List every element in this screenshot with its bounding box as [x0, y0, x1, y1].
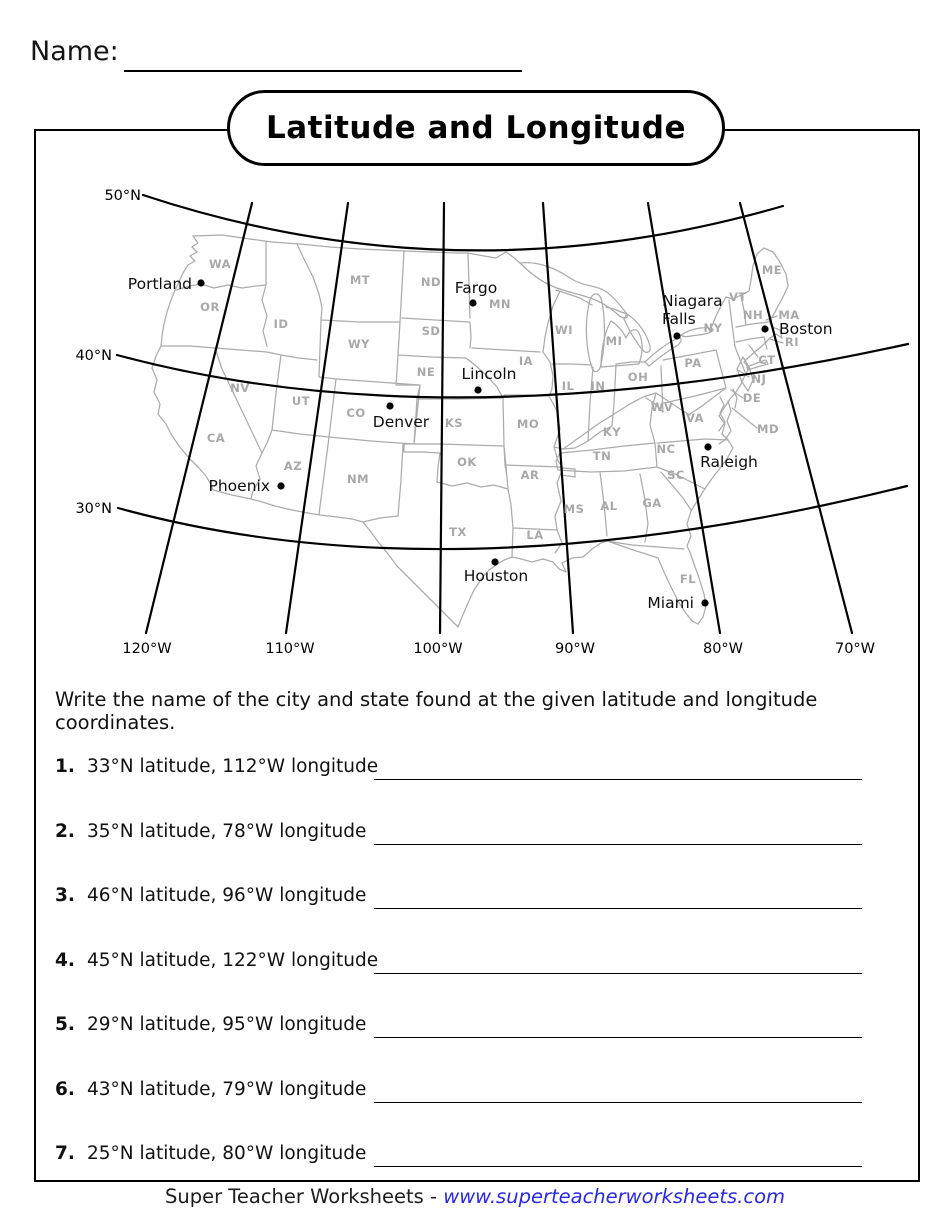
state-label-NV: NV: [230, 381, 250, 395]
state-label-TN: TN: [592, 449, 612, 463]
question-row-1: [55, 756, 885, 786]
question-text-1: 33°N latitude, 112°W longitude: [87, 756, 379, 777]
city-dot-Boston: [761, 325, 768, 332]
state-label-MI: MI: [605, 334, 623, 348]
state-label-DE: DE: [742, 391, 762, 405]
state-label-IN: IN: [590, 379, 606, 393]
name-blank-line: [124, 70, 522, 72]
question-row-3: [55, 885, 885, 915]
city-dot-Phoenix: [277, 482, 284, 489]
state-label-NJ: NJ: [751, 372, 767, 386]
latitude-line-50°N: [143, 195, 783, 250]
state-label-WI: WI: [555, 323, 573, 337]
question-row-2: [55, 821, 885, 851]
name-label: Name:: [30, 36, 119, 67]
city-label-Denver: Denver: [372, 413, 430, 431]
state-label-MD: MD: [757, 422, 779, 436]
state-label-OH: OH: [627, 370, 649, 384]
city-dot-Miami: [701, 599, 708, 606]
longitude-label-120°W: 120°W: [122, 641, 172, 657]
state-label-MN: MN: [488, 297, 512, 311]
question-row-4: [55, 950, 885, 980]
latitude-label-30°N: 30°N: [75, 501, 112, 517]
latitude-label-40°N: 40°N: [75, 348, 112, 364]
state-label-WV: WV: [650, 400, 674, 414]
city-label-Niagara Falls: Niagara Falls: [662, 292, 723, 328]
state-label-AZ: AZ: [283, 459, 303, 473]
state-label-NC: NC: [656, 442, 676, 456]
question-text-6: 43°N latitude, 79°W longitude: [87, 1078, 367, 1100]
city-label-Houston: Houston: [463, 567, 529, 585]
question-number-6: 6.: [55, 1078, 75, 1100]
lat-long-grid: [75, 188, 908, 657]
state-label-OR: OR: [200, 300, 220, 314]
question-text-2: 35°N latitude, 78°W longitude: [87, 820, 367, 842]
state-label-UT: UT: [291, 394, 311, 408]
question-row-5: [55, 1014, 885, 1044]
question-text-4: 45°N latitude, 122°W longitude: [87, 949, 379, 971]
question-text-3: 46°N latitude, 96°W longitude: [87, 885, 367, 906]
longitude-line-70°W: [740, 203, 852, 633]
state-label-TX: TX: [449, 525, 467, 539]
answer-line-1: [374, 779, 862, 780]
longitude-line-100°W: [440, 203, 444, 633]
city-markers: [128, 275, 833, 612]
question-text-7: 25°N latitude, 80°W longitude: [87, 1143, 367, 1164]
city-dot-Lincoln: [474, 386, 481, 393]
state-label-WY: WY: [347, 337, 371, 351]
state-label-VT: VT: [729, 290, 747, 304]
longitude-label-100°W: 100°W: [413, 641, 463, 657]
state-label-AR: AR: [520, 468, 540, 482]
state-label-CO: CO: [346, 406, 366, 420]
longitude-line-80°W: [648, 203, 720, 633]
city-dot-Fargo: [469, 299, 476, 306]
question-number-3: 3.: [55, 885, 75, 906]
state-label-MO: MO: [516, 417, 540, 431]
longitude-label-110°W: 110°W: [265, 641, 315, 657]
city-label-Miami: Miami: [647, 594, 694, 612]
state-label-SD: SD: [421, 324, 441, 338]
city-dot-Houston: [491, 558, 498, 565]
state-label-RI: RI: [784, 335, 800, 349]
question-number-4: 4.: [55, 949, 75, 971]
city-label-Lincoln: Lincoln: [461, 365, 517, 383]
state-label-KS: KS: [444, 416, 464, 430]
question-number-5: 5.: [55, 1014, 75, 1035]
state-label-NH: NH: [742, 308, 764, 322]
answer-line-2: [374, 844, 862, 845]
instruction-text: Write the name of the city and state found at the given latitude and longitude coordinates.: [55, 688, 818, 734]
city-label-Raleigh: Raleigh: [700, 453, 758, 471]
longitude-label-80°W: 80°W: [702, 641, 744, 657]
city-label-Boston: Boston: [779, 320, 833, 338]
state-label-IL: IL: [561, 379, 575, 393]
answer-line-7: [374, 1166, 862, 1167]
title-pill: [227, 90, 725, 166]
state-label-OK: OK: [457, 455, 477, 469]
state-label-NY: NY: [703, 321, 723, 335]
longitude-label-70°W: 70°W: [834, 641, 876, 657]
footer-brand: Super Teacher Worksheets -: [164, 1185, 444, 1208]
state-label-PA: PA: [684, 356, 702, 370]
question-row-6: [55, 1079, 885, 1109]
footer: [0, 1185, 950, 1208]
state-label-MS: MS: [563, 502, 585, 516]
city-dot-Portland: [197, 279, 204, 286]
state-label-IA: IA: [518, 354, 534, 368]
state-label-ME: ME: [761, 263, 783, 277]
page-title: Latitude and Longitude: [265, 110, 687, 146]
state-label-NM: NM: [346, 472, 370, 486]
state-label-FL: FL: [679, 572, 697, 586]
state-label-SC: SC: [667, 468, 685, 482]
state-label-MA: MA: [778, 308, 800, 322]
city-dot-Niagara Falls: [673, 332, 680, 339]
state-label-CT: CT: [758, 353, 776, 367]
state-label-KY: KY: [602, 425, 622, 439]
question-number-2: 2.: [55, 820, 75, 842]
question-number-1: 1.: [55, 756, 75, 777]
footer-link[interactable]: www.superteacherworksheets.com: [443, 1185, 786, 1208]
answer-line-5: [374, 1037, 862, 1038]
state-label-VA: VA: [685, 411, 705, 425]
state-label-ND: ND: [420, 275, 442, 289]
state-label-LA: LA: [526, 528, 544, 542]
state-label-GA: GA: [642, 496, 662, 510]
state-label-ID: ID: [273, 317, 289, 331]
state-label-WA: WA: [208, 257, 232, 271]
city-label-Phoenix: Phoenix: [208, 477, 270, 495]
state-label-NE: NE: [416, 365, 436, 379]
city-label-Fargo: Fargo: [454, 279, 498, 297]
city-dot-Denver: [386, 402, 393, 409]
city-dot-Raleigh: [704, 443, 711, 450]
question-number-7: 7.: [55, 1143, 75, 1164]
answer-line-6: [374, 1102, 862, 1103]
city-label-Portland: Portland: [127, 275, 192, 293]
longitude-label-90°W: 90°W: [554, 641, 596, 657]
answer-line-3: [374, 908, 862, 909]
question-text-5: 29°N latitude, 95°W longitude: [87, 1014, 367, 1035]
us-map: [30, 150, 920, 685]
state-label-AL: AL: [600, 499, 618, 513]
state-label-CA: CA: [206, 431, 226, 445]
answer-line-4: [374, 973, 862, 974]
state-label-MT: MT: [349, 273, 371, 287]
question-row-7: [55, 1143, 885, 1173]
latitude-label-50°N: 50°N: [104, 188, 141, 204]
longitude-line-110°W: [283, 203, 348, 633]
